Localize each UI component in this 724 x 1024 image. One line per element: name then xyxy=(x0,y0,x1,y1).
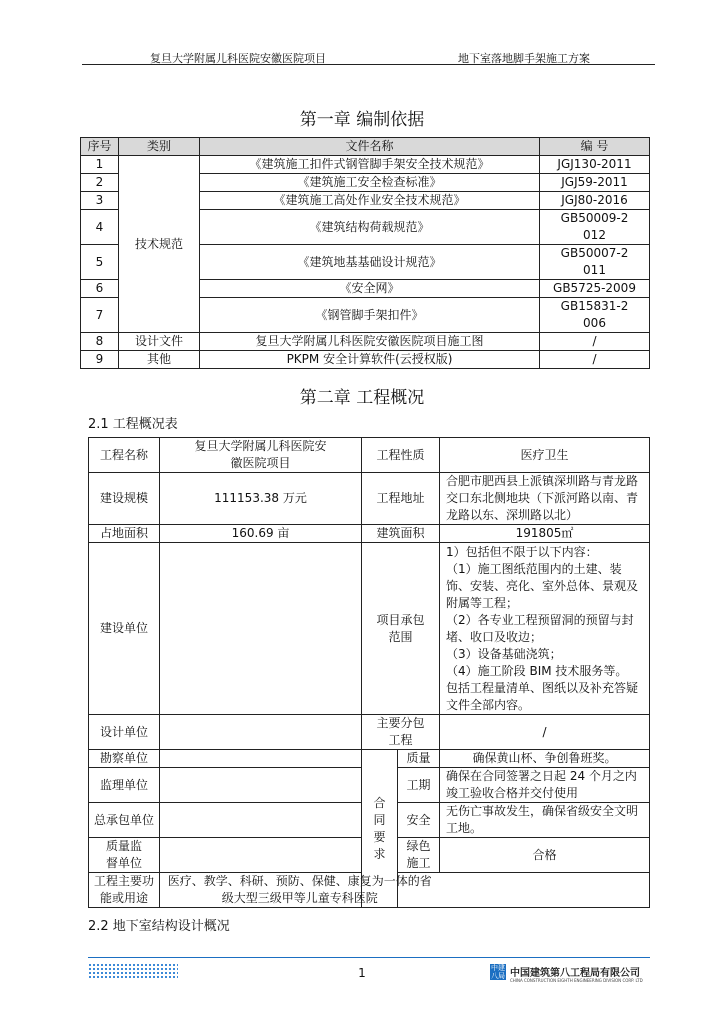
table-row xyxy=(81,333,650,351)
table-row xyxy=(89,873,650,908)
row-no: 8 xyxy=(81,333,119,351)
row-no: 1 xyxy=(81,156,119,174)
col-no: 序号 xyxy=(81,138,119,156)
row-name: 《建筑施工扣件式钢管脚手架安全技术规范》 xyxy=(200,156,540,174)
table-row xyxy=(89,473,650,525)
survey-label: 勘察单位 xyxy=(89,750,160,768)
quality-supervision-label: 质量监督单位 xyxy=(89,838,160,873)
page-number: 1 xyxy=(358,966,366,980)
scale-label: 建设规模 xyxy=(89,473,160,525)
table-row xyxy=(89,543,650,715)
row-no: 4 xyxy=(81,210,119,245)
build-area: 191805㎡ xyxy=(440,525,650,543)
overview-table xyxy=(88,437,650,908)
general-contractor-value xyxy=(160,803,362,838)
main-sub: / xyxy=(440,715,650,750)
scope-line: （4）施工阶段 BIM 技术服务等。 xyxy=(446,663,628,678)
basis-table xyxy=(80,137,650,369)
green-label: 绿色施工 xyxy=(398,838,440,873)
function-spacer xyxy=(440,873,650,908)
duration-label: 工期 xyxy=(398,768,440,803)
row-no: 3 xyxy=(81,192,119,210)
main-sub-label: 主要分包工程 xyxy=(362,715,440,750)
table-row xyxy=(81,156,650,174)
row-code: / xyxy=(540,333,650,351)
section-2-1-title: 2.1 工程概况表 xyxy=(88,417,178,432)
table-row xyxy=(81,351,650,369)
project-name-label: 工程名称 xyxy=(89,438,160,473)
col-code: 编 号 xyxy=(540,138,650,156)
header-doc-title: 地下室落地脚手架施工方案 xyxy=(458,52,590,65)
row-no: 7 xyxy=(81,298,119,333)
row-no: 9 xyxy=(81,351,119,369)
row-no: 2 xyxy=(81,174,119,192)
col-category: 类别 xyxy=(119,138,200,156)
supervision-value xyxy=(160,768,362,803)
chapter1-title: 第一章 编制依据 xyxy=(299,110,425,130)
scope-label: 项目承包范围 xyxy=(362,543,440,715)
quality: 确保黄山杯、争创鲁班奖。 xyxy=(440,750,650,768)
section-2-2-title: 2.2 地下室结构设计概况 xyxy=(88,919,230,934)
scope-line: 1）包括但不限于以下内容： xyxy=(446,544,598,559)
owner-value xyxy=(160,543,362,715)
quality-supervision-value xyxy=(160,838,362,873)
col-doc-name: 文件名称 xyxy=(200,138,540,156)
row-name: PKPM 安全计算软件(云授权版) xyxy=(200,351,540,369)
company-name-en: CHINA CONSTRUCTION EIGHTH ENGINEERING DIVISION CORP. LTD xyxy=(510,978,643,983)
row-code: GB5725-2009 xyxy=(540,280,650,298)
duration: 确保在合同签署之日起 24 个月之内竣工验收合格并交付使用 xyxy=(440,768,650,803)
row-name: 《建筑施工安全检查标准》 xyxy=(200,174,540,192)
project-name: 复旦大学附属儿科医院安徽医院项目 xyxy=(160,438,362,473)
quality-label: 质量 xyxy=(398,750,440,768)
supervision-label: 监理单位 xyxy=(89,768,160,803)
table-row xyxy=(89,750,650,768)
chapter2-title: 第二章 工程概况 xyxy=(299,388,425,408)
row-category: 设计文件 xyxy=(119,333,200,351)
row-code: JGJ80-2016 xyxy=(540,192,650,210)
table-row xyxy=(89,438,650,473)
row-name: 《安全网》 xyxy=(200,280,540,298)
table-row xyxy=(89,525,650,543)
table-row xyxy=(89,715,650,750)
general-contractor-label: 总承包单位 xyxy=(89,803,160,838)
row-name: 复旦大学附属儿科医院安徽医院项目施工图 xyxy=(200,333,540,351)
green: 合格 xyxy=(440,838,650,873)
row-category: 其他 xyxy=(119,351,200,369)
row-code: GB15831-2006 xyxy=(540,298,650,333)
row-code: / xyxy=(540,351,650,369)
address-label: 工程地址 xyxy=(362,473,440,525)
row-code: GB50009-2012 xyxy=(540,210,650,245)
function-label: 工程主要功能或用途 xyxy=(89,873,160,908)
land-area: 160.69 亩 xyxy=(160,525,362,543)
contract-req-label: 合同要求 xyxy=(362,750,398,908)
footer-rule xyxy=(88,957,650,958)
row-name: 《建筑地基基础设计规范》 xyxy=(200,245,540,280)
nature-label: 工程性质 xyxy=(362,438,440,473)
build-area-label: 建筑面积 xyxy=(362,525,440,543)
safety: 无伤亡事故发生，确保省级安全文明工地。 xyxy=(440,803,650,838)
scope xyxy=(440,543,650,715)
designer-value xyxy=(160,715,362,750)
company-name: 中国建筑第八工程局有限公司 xyxy=(510,968,640,979)
row-code: JGJ59-2011 xyxy=(540,174,650,192)
scope-line: 包括工程量清单、图纸以及补充答疑文件全部内容。 xyxy=(446,680,639,712)
nature: 医疗卫生 xyxy=(440,438,650,473)
header-rule xyxy=(82,64,655,65)
safety-label: 安全 xyxy=(398,803,440,838)
row-no: 6 xyxy=(81,280,119,298)
row-code: JGJ130-2011 xyxy=(540,156,650,174)
designer-label: 设计单位 xyxy=(89,715,160,750)
function: 医疗、教学、科研、预防、保健、康复为一体的省级大型三级甲等儿童专科医院 xyxy=(160,873,440,908)
owner-label: 建设单位 xyxy=(89,543,160,715)
scope-line: （3）设备基础浇筑； xyxy=(446,646,562,661)
company-logo-icon: 中建八局 xyxy=(491,964,505,980)
scope-line: （1）施工图纸范围内的土建、装饰、安装、亮化、室外总体、景观及附属等工程； xyxy=(446,561,639,610)
header-project-title: 复旦大学附属儿科医院安徽医院项目 xyxy=(150,52,326,65)
scope-line: （2）各专业工程预留洞的预留与封堵、收口及收边； xyxy=(446,612,634,644)
land-area-label: 占地面积 xyxy=(89,525,160,543)
survey-value xyxy=(160,750,362,768)
scale: 111153.38 万元 xyxy=(160,473,362,525)
basis-table-header xyxy=(81,138,650,156)
row-name: 《钢管脚手架扣件》 xyxy=(200,298,540,333)
row-name: 《建筑施工高处作业安全技术规范》 xyxy=(200,192,540,210)
row-name: 《建筑结构荷载规范》 xyxy=(200,210,540,245)
row-no: 5 xyxy=(81,245,119,280)
address: 合肥市肥西县上派镇深圳路与青龙路交口东北侧地块（下派河路以南、青龙路以东、深圳路以北） xyxy=(440,473,650,525)
row-code: GB50007-2011 xyxy=(540,245,650,280)
group-category: 技术规范 xyxy=(119,156,200,333)
